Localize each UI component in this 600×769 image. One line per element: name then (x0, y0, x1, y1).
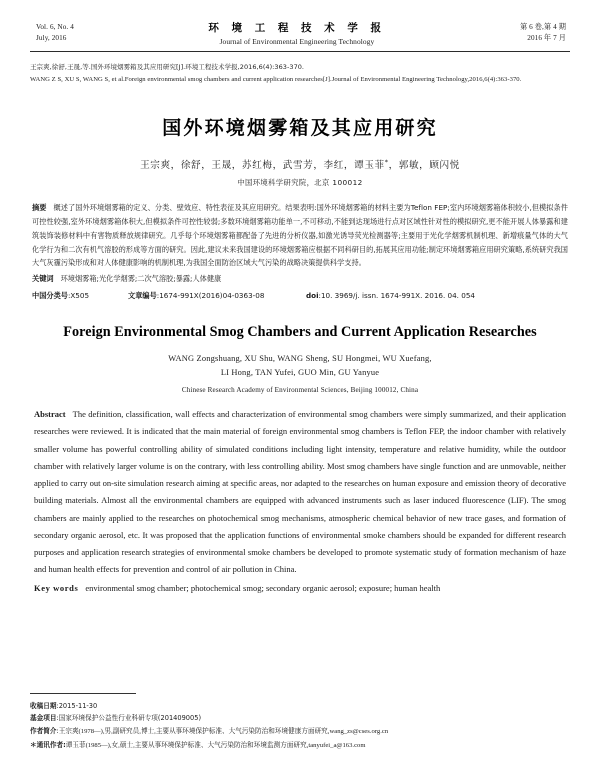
footnote-corresponding-author (30, 739, 570, 753)
keywords-en-label: Key words (34, 582, 79, 593)
keywords-en-text: environmental smog chamber; photochemical smog; secondary organic aerosol; exposure; human health (85, 582, 441, 593)
keywords-en (30, 580, 570, 597)
received-value: 2015-11-30 (58, 701, 98, 710)
abstract-en (30, 406, 570, 579)
citation-english: WANG Z S, XU S, WANG S, et al.Foreign environmental smog chambers and current application researches[J].Journal of Environmental Engineering Technology,2016,6(4):363-370. (30, 76, 522, 84)
clc-value: X505 (70, 290, 90, 300)
received-label: 收稿日期 (30, 701, 57, 710)
masthead-volume-block-cn (520, 22, 570, 44)
article-id-value: 1674-991X(2016)04-0363-08 (159, 290, 265, 300)
author-bio-label: 作者简介 (30, 727, 57, 736)
author-bio-value: 王宗爽(1978—),男,副研究员,博士,主要从事环境保护标准、大气污染防治和环境健康方面研究,wang_zs@cses.org.cn (58, 728, 389, 736)
keywords-cn-text: 环境烟雾箱;光化学烟雾;二次气溶胶;暴露;人体健康 (60, 274, 222, 284)
masthead-divider (30, 51, 570, 54)
keywords-cn (30, 272, 570, 286)
corresponding-value: 谭玉菲(1985—),女,硕士,主要从事环境保护标准、大气污染防治和环境监测方面研究,tanyufei_a@163.com (65, 742, 366, 750)
footnotes (30, 693, 570, 753)
authors-en (30, 352, 570, 381)
citation-chinese: 王宗爽,徐舒,王晟,等.国外环境烟雾箱及其应用研究[J].环境工程技术学报,2016,6(4):363-370. (30, 62, 305, 71)
affiliation-en: Chinese Research Academy of Environmental Sciences, Beijing 100012, China (181, 386, 419, 394)
journal-name-block (74, 22, 520, 48)
article-meta-cn (30, 289, 570, 303)
fund-value: 国家环境保护公益性行业科研专项(201409005) (58, 714, 202, 723)
corresponding-author-marker: * (384, 157, 389, 166)
abstract-cn-text: 概述了国外环境烟雾箱的定义、分类、壁效应、特性表征及其应用研究。结果表明:国外环境烟雾箱的材料主要为Teflon FEP;室内环境烟雾箱体积较小,但模拟条件可控性较强,室外环境烟雾箱体积大,但模拟条件可控性较弱;多数环境烟雾箱功能单一,不可移动,不能到达现场进行点对区域性针对性的模拟研究,更不能开展人体暴露和建筑装饰装修材料中有害物质释放规律研究。几乎每个环境烟雾箱都配备了先进的分析仪器,如激光诱导荧光检测器等;主要用于光化学烟雾机制机理、新增痕量气体的大气化学行为和二次有机气溶胶的形成等方面的研究。因此,建议未来我国建设的环境烟雾箱应根据不同科研目的,拓展其应用功能;制定环境烟雾箱应用研究策略,系统研究我国大气灰霾污染形成和对人体健康影响的机制机理,为我国全面防治区域大气污染的战略决策提供科学支持。 (32, 203, 568, 268)
article-id-label: 文章编号 (128, 290, 157, 300)
clc-label: 中国分类号 (32, 290, 68, 300)
authors-cn-main: 王宗爽，徐舒，王晟，苏红梅，武雪芳，李红，谭玉菲 (140, 160, 385, 172)
affiliation-cn: 中国环境科学研究院，北京 100012 (237, 178, 363, 188)
masthead-volume-block (30, 22, 74, 44)
page-title-cn: 国外环境烟雾箱及其应用研究 (162, 117, 438, 140)
corresponding-label: ＊通讯作者: (30, 741, 66, 750)
journal-name-cn: 环 境 工 程 技 术 学 报 (208, 22, 386, 34)
masthead-volume-en: Vol. 6, No. 4 (36, 23, 74, 31)
authors-en-line-1: WANG Zongshuang, XU Shu, WANG Sheng, SU Hongmei, WU Xuefang, (168, 353, 432, 363)
footnote-received: 收稿日期:2015-11-30 (30, 701, 98, 710)
page-title-en: Foreign Environmental Smog Chambers and Current Application Researches (63, 323, 537, 340)
masthead (30, 0, 570, 48)
abstract-cn (30, 201, 570, 270)
abstract-cn-label: 摘要 (32, 203, 47, 213)
abstract-en-label: Abstract (34, 409, 66, 419)
authors-cn (30, 157, 570, 171)
footnote-divider (30, 693, 136, 694)
keywords-cn-label: 关键词 (32, 274, 54, 284)
doi-value: 10. 3969/j. issn. 1674-991X. 2016. 04. 054 (320, 290, 475, 300)
masthead-volume-cn: 第 6 卷,第 4 期 (519, 23, 566, 31)
authors-cn-tail: ，郭敏，顾闪悦 (388, 160, 460, 172)
journal-name-en: Journal of Environmental Engineering Technology (219, 37, 375, 47)
article-id: 文章编号:1674-991X(2016)04-0363-08 (128, 290, 265, 300)
doi-label: doi (306, 290, 319, 300)
authors-en-line-2: LI Hong, TAN Yufei, GUO Min, GU Yanyue (220, 368, 380, 378)
footnote-author-bio: 作者简介:王宗爽(1978—),男,副研究员,博士,主要从事环境保护标准、大气污染防治和环境健康方面研究,wang_zs@cses.org.cn (30, 727, 389, 736)
masthead-date-en: July, 2016 (36, 34, 67, 43)
fund-label: 基金项目 (30, 714, 57, 723)
abstract-en-text: The definition, classification, wall effects and characterization of environmental smog chambers were simply summarized, and their application researches were reviewed. It is indicated that the main material of foreign environmental smog chambers is Teflon FEP, the indoor chamber with relatively smaller volume has powerful controlling ability of simulated conditions including light intensity, temperature and relative humidity, while the outdoor chamber with relatively larger volume is on the contrary, with less controlling ability. Most smog chambers have single function and are unmovable, neither applied to carry out on-site simulation research aiming at specific areas, nor adapted to the researches on human exposure and emission theory of decorative building materials. Almost all the environmental chambers are equipped with advanced instruments such as laser induced fluorescence (LIF). The smog chambers are mainly applied to the researches on photochemical smog mechanisms, atmospheric chemical behavior of new trace gases, and formation of secondary organic aerosol, etc. It was proposed that the application functions of environmental smoke chambers should be expanded for different research purposes and application research strategies of environmental smoke chambers be developed to promote systematic study of formation mechanism of haze and human health effects for prevention and control of air pollution in China. (34, 409, 566, 575)
clc-number: 中国分类号:X505 (32, 290, 90, 300)
doi[interactable]: doi:10. 3969/j. issn. 1674-991X. 2016. 04. 054 (306, 290, 475, 300)
citation-block (30, 61, 570, 88)
footnote-fund: 基金项目:国家环境保护公益性行业科研专项(201409005) (30, 714, 202, 723)
masthead-date-cn: 2016 年 7 月 (527, 34, 566, 43)
